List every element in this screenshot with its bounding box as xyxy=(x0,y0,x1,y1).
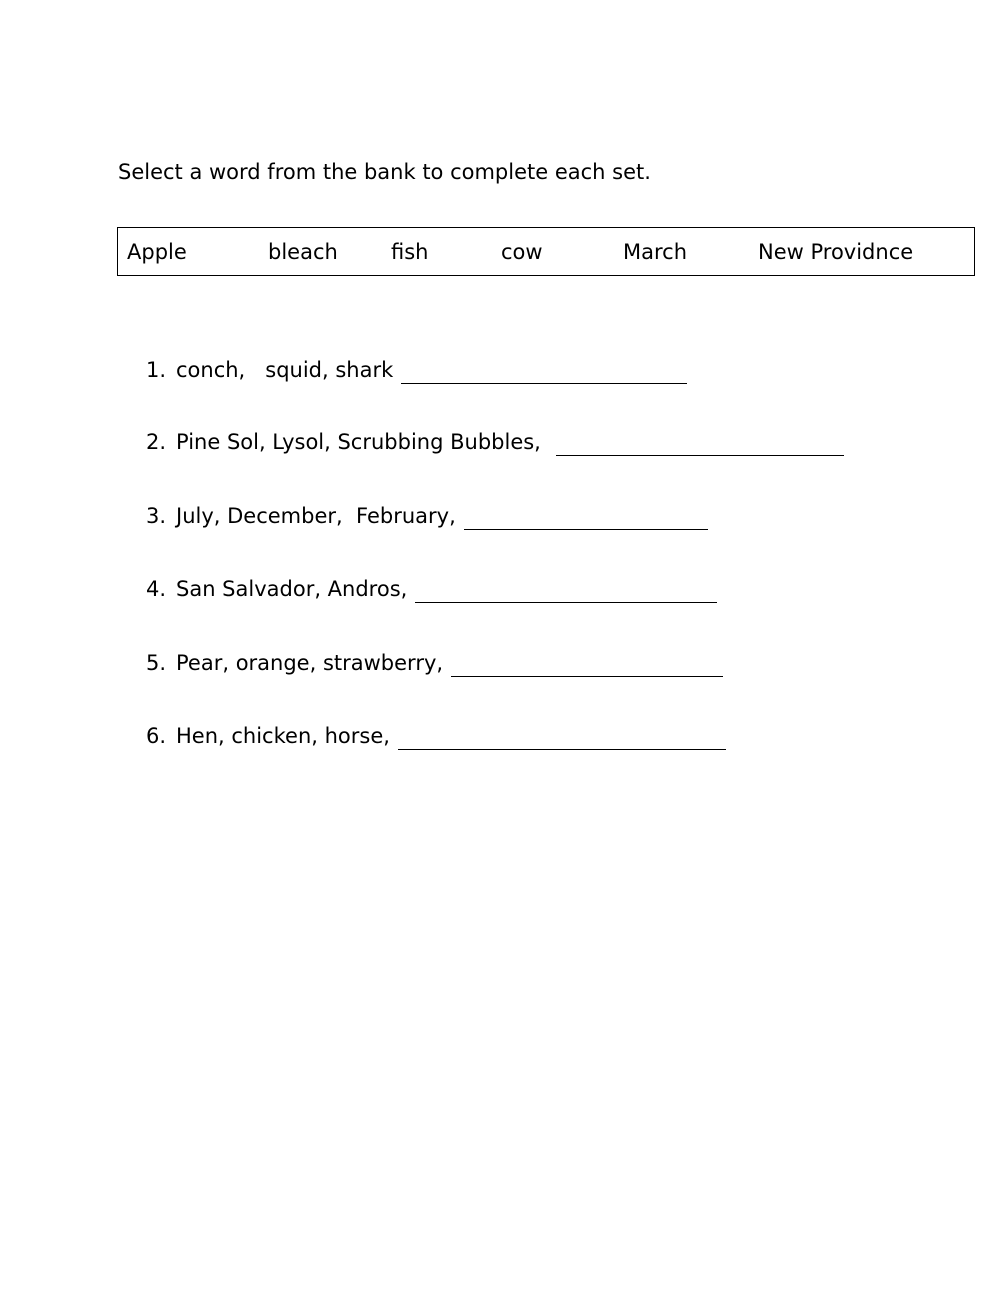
instruction-text: Select a word from the bank to complete each set. xyxy=(118,160,651,184)
answer-blank[interactable] xyxy=(556,433,844,456)
question-item xyxy=(146,356,687,384)
question-number: 5. xyxy=(146,651,167,675)
bank-word: New Providnce xyxy=(758,240,914,264)
answer-blank[interactable] xyxy=(451,654,723,677)
question-text: Pine Sol, Lysol, Scrubbing Bubbles, xyxy=(176,430,548,454)
question-item xyxy=(146,428,844,456)
question-item xyxy=(146,575,717,603)
answer-blank[interactable] xyxy=(415,580,717,603)
question-text: Hen, chicken, horse, xyxy=(176,724,390,748)
bank-word: Apple xyxy=(127,240,187,264)
word-bank xyxy=(117,227,975,276)
question-text: Pear, orange, strawberry, xyxy=(176,651,444,675)
bank-word: fish xyxy=(391,240,429,264)
question-text: San Salvador, Andros, xyxy=(176,577,408,601)
question-number: 6. xyxy=(146,724,167,748)
question-item xyxy=(146,649,723,677)
answer-blank[interactable] xyxy=(401,361,687,384)
question-number: 4. xyxy=(146,577,167,601)
question-number: 3. xyxy=(146,504,167,528)
question-number: 2. xyxy=(146,430,167,454)
bank-word: cow xyxy=(501,240,543,264)
bank-word: bleach xyxy=(268,240,338,264)
bank-word: March xyxy=(623,240,688,264)
question-text: July, December, February, xyxy=(176,504,456,528)
answer-blank[interactable] xyxy=(398,727,726,750)
question-item xyxy=(146,502,708,530)
question-item xyxy=(146,722,726,750)
answer-blank[interactable] xyxy=(464,507,708,530)
question-text: conch, squid, shark xyxy=(176,358,394,382)
question-number: 1. xyxy=(146,358,167,382)
